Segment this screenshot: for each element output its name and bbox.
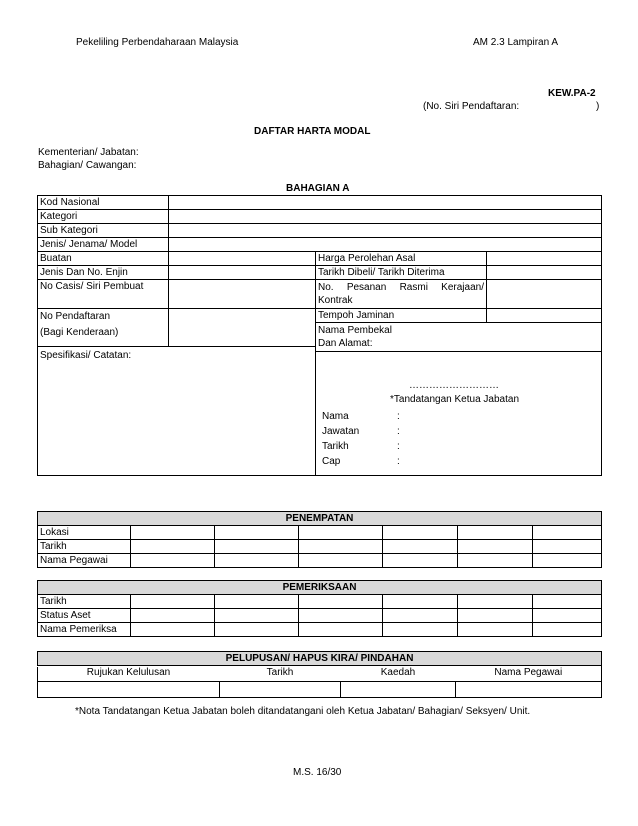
harga-field[interactable] [487, 252, 602, 266]
bahagian-label: Bahagian/ Cawangan: [38, 160, 137, 171]
tempoh-jaminan-field[interactable] [487, 309, 602, 323]
no-pendaftaran-cell [38, 309, 169, 347]
jenis-no-enjin-field[interactable] [169, 266, 316, 280]
pemeriksaan-cell[interactable] [299, 609, 383, 623]
footnote: *Nota Tandatangan Ketua Jabatan boleh ditandatangani oleh Ketua Jabatan/ Bahagian/ Seksyen/ Unit. [75, 706, 531, 717]
penempatan-cell[interactable] [383, 540, 458, 554]
siri-label: (No. Siri Pendaftaran: [423, 101, 520, 112]
pemeriksaan-cell[interactable] [215, 595, 299, 609]
pemeriksaan-cell[interactable] [131, 623, 215, 637]
penempatan-cell[interactable] [215, 554, 299, 568]
pelupusan-table [37, 651, 602, 698]
bahagian-a-title: BAHAGIAN A [286, 183, 350, 194]
spesifikasi-cell[interactable] [38, 347, 316, 476]
penempatan-cell[interactable] [458, 554, 533, 568]
penempatan-cell[interactable] [299, 540, 383, 554]
penempatan-cell[interactable] [533, 526, 602, 540]
buatan-field[interactable] [169, 252, 316, 266]
penempatan-cell[interactable] [131, 540, 215, 554]
penempatan-cell[interactable] [383, 526, 458, 540]
sub-kategori-field[interactable] [169, 224, 602, 238]
form-code: KEW.PA-2 [548, 88, 596, 99]
pemeriksaan-cell[interactable] [383, 623, 458, 637]
pemeriksaan-cell[interactable] [383, 609, 458, 623]
pelupusan-cell[interactable] [38, 682, 220, 698]
siri-close: ) [596, 101, 600, 112]
sub-kategori-label: Sub Kategori [38, 224, 169, 238]
jenis-jenama-field[interactable] [169, 238, 602, 252]
harga-label: Harga Perolehan Asal [316, 252, 487, 266]
pemeriksaan-row-label: Nama Pemeriksa [38, 623, 131, 637]
signature-label: *Tandatangan Ketua Jabatan [390, 394, 519, 405]
jenis-no-enjin-label: Jenis Dan No. Enjin [38, 266, 169, 280]
tarikh-dibeli-label: Tarikh Dibeli/ Tarikh Diterima [316, 266, 487, 280]
penempatan-table [37, 511, 602, 568]
kategori-field[interactable] [169, 210, 602, 224]
no-pendaftaran-field[interactable] [169, 309, 316, 347]
sig-cap-label: Cap [322, 456, 341, 467]
no-casis-field[interactable] [169, 280, 316, 309]
pelupusan-cell[interactable] [341, 682, 456, 698]
penempatan-cell[interactable] [131, 554, 215, 568]
penempatan-cell[interactable] [458, 526, 533, 540]
buatan-label: Buatan [38, 252, 169, 266]
pemeriksaan-cell[interactable] [533, 623, 602, 637]
pemeriksaan-cell[interactable] [299, 595, 383, 609]
no-casis-label: No Casis/ Siri Pembuat [38, 280, 169, 309]
page-number: M.S. 16/30 [293, 767, 342, 778]
bahagian-a-table [37, 195, 602, 476]
pemeriksaan-cell[interactable] [458, 595, 533, 609]
pelupusan-col-header: Tarikh [266, 667, 294, 678]
pemeriksaan-cell[interactable] [458, 623, 533, 637]
no-pesanan-label: No. Pesanan Rasmi Kerajaan/ Kontrak [316, 280, 487, 309]
pemeriksaan-row-label: Tarikh [38, 595, 131, 609]
penempatan-row-label: Lokasi [38, 526, 131, 540]
dan-alamat-label: Dan Alamat: [318, 338, 373, 349]
penempatan-cell[interactable] [299, 526, 383, 540]
signature-fields [322, 409, 400, 469]
pemeriksaan-cell[interactable] [215, 623, 299, 637]
pelupusan-cell[interactable] [220, 682, 341, 698]
jenis-jenama-label: Jenis/ Jenama/ Model [38, 238, 169, 252]
pemeriksaan-cell[interactable] [215, 609, 299, 623]
kementerian-label: Kementerian/ Jabatan: [38, 147, 139, 158]
pemeriksaan-title: PEMERIKSAAN [38, 581, 602, 595]
pemeriksaan-cell[interactable] [299, 623, 383, 637]
pelupusan-col-header: Rujukan Kelulusan [86, 667, 171, 678]
tarikh-dibeli-field[interactable] [487, 266, 602, 280]
penempatan-cell[interactable] [215, 526, 299, 540]
sig-colon: : [397, 456, 400, 467]
signature-dots: ……………………… [409, 380, 499, 391]
pemeriksaan-row-label: Status Aset [38, 609, 131, 623]
pemeriksaan-cell[interactable] [131, 595, 215, 609]
penempatan-cell[interactable] [533, 554, 602, 568]
header-left: Pekeliling Perbendaharaan Malaysia [76, 37, 239, 48]
kategori-label: Kategori [38, 210, 169, 224]
penempatan-row-label: Tarikh [38, 540, 131, 554]
pelupusan-left-border [37, 667, 38, 684]
pemeriksaan-cell[interactable] [533, 595, 602, 609]
penempatan-cell[interactable] [383, 554, 458, 568]
spesifikasi-label: Spesifikasi/ Catatan: [40, 350, 132, 361]
penempatan-cell[interactable] [533, 540, 602, 554]
kod-nasional-field[interactable] [169, 196, 602, 210]
tempoh-jaminan-label: Tempoh Jaminan [316, 309, 487, 323]
sig-nama-label: Nama [322, 411, 349, 422]
penempatan-row-label: Nama Pegawai [38, 554, 131, 568]
penempatan-title: PENEMPATAN [38, 512, 602, 526]
signature-cell[interactable] [316, 352, 602, 476]
penempatan-cell[interactable] [299, 554, 383, 568]
nama-pembekal-label: Nama Pembekal [318, 325, 392, 336]
pelupusan-cell[interactable] [456, 682, 602, 698]
pemeriksaan-cell[interactable] [383, 595, 458, 609]
sig-jawatan-label: Jawatan [322, 426, 360, 437]
penempatan-cell[interactable] [215, 540, 299, 554]
kod-nasional-label: Kod Nasional [38, 196, 169, 210]
sig-tarikh-label: Tarikh [322, 441, 349, 452]
no-pendaftaran-label: No Pendaftaran [40, 311, 111, 322]
sig-colon: : [397, 411, 400, 422]
pelupusan-col-header: Kaedah [380, 667, 416, 678]
bagi-kenderaan-label: (Bagi Kenderaan) [40, 327, 119, 338]
header-right: AM 2.3 Lampiran A [473, 37, 559, 48]
pemeriksaan-table [37, 580, 602, 637]
sig-colon: : [397, 426, 400, 437]
sig-colon: : [397, 441, 400, 452]
nama-pembekal-cell[interactable] [316, 323, 602, 352]
pemeriksaan-cell[interactable] [533, 609, 602, 623]
page-title: DAFTAR HARTA MODAL [254, 126, 371, 137]
no-pesanan-field[interactable] [487, 280, 602, 309]
penempatan-cell[interactable] [131, 526, 215, 540]
penempatan-cell[interactable] [458, 540, 533, 554]
pemeriksaan-cell[interactable] [131, 609, 215, 623]
pelupusan-col-header: Nama Pegawai [456, 666, 602, 682]
pemeriksaan-cell[interactable] [458, 609, 533, 623]
pelupusan-title: PELUPUSAN/ HAPUS KIRA/ PINDAHAN [38, 652, 602, 666]
